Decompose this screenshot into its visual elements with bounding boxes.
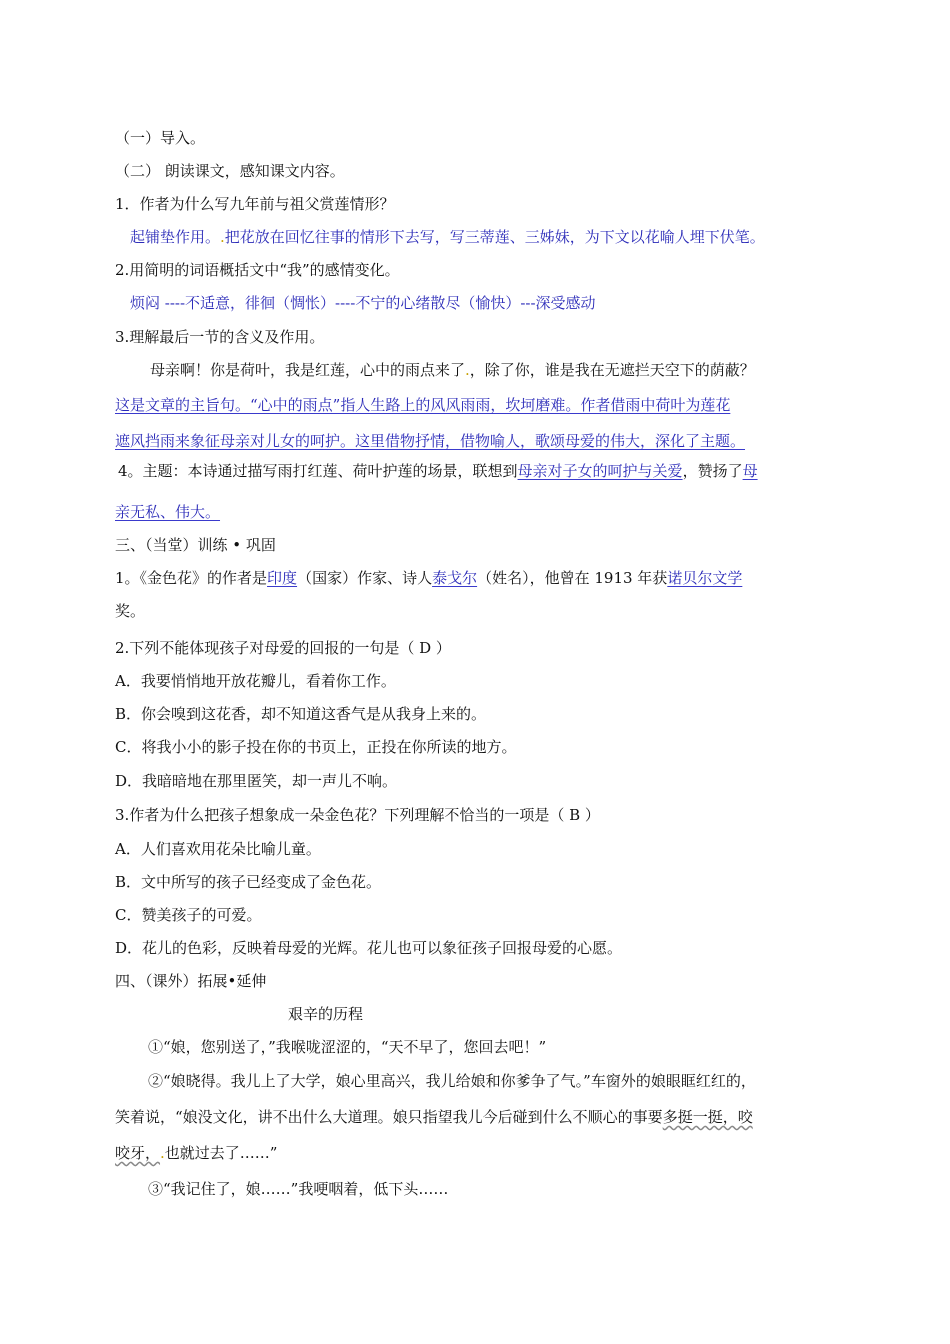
exercise-1-text: 1。《金色花》的作者是 [115, 569, 268, 587]
theme-line2: 亲无私、伟大。 [115, 503, 221, 521]
answer-3-line2: 遮风挡雨来象征母亲对儿女的呵护。这里借物抒情，借物喻人，歌颂母爱的伟大，深化了主题。 [115, 432, 746, 450]
exercise-1-text-2: （国家）作家、诗人 [297, 569, 433, 587]
marker-dot: . [160, 1144, 165, 1162]
answer-1-part1: 起铺垫作用。 [130, 228, 221, 246]
exercise-1 [115, 568, 742, 588]
exercise-1-line2: 奖。 [115, 602, 146, 620]
story-text: 笑着说，“娘没文化，讲不出什么大道理。娘只指望我儿今后碰到什么不顺心的事要 [115, 1108, 663, 1126]
story-title: 艰辛的历程 [288, 1005, 364, 1023]
story-paragraph-2-line1: ②“娘晓得。我儿上了大学，娘心里高兴，我儿给娘和你爹争了气。”车窗外的娘眼眶红红的， [148, 1072, 756, 1090]
exercise-3-option-c: C．赞美孩子的可爱。 [115, 906, 262, 924]
answer-2: 烦闷 ----不适意，徘徊（惆怅）----不宁的心绪散尽（愉快）---深受感动 [130, 294, 596, 312]
part-3-heading: 三、（当堂）训练 • 巩固 [115, 536, 276, 554]
part-4-heading: 四、（课外）拓展•延伸 [115, 972, 267, 990]
exercise-3-option-b: B．文中所写的孩子已经变成了金色花。 [115, 873, 382, 891]
poem-quote-part1: 母亲啊！你是荷叶，我是红莲，心中的雨点来了 [150, 361, 466, 379]
story-paragraph-2-line2 [115, 1107, 753, 1127]
exercise-1-text-3: （姓名），他曾在 1913 年获 [477, 569, 668, 587]
marker-dot: . [465, 361, 470, 379]
theme-highlight-2: 母 [742, 462, 758, 480]
answer-country: 印度 [267, 569, 298, 587]
answer-1-part2: 把花放在回忆往事的情形下去写，写三蒂莲、三姊妹，为下文以花喻人埋下伏笔。 [224, 228, 765, 246]
story-wavy-text-2: 咬牙， [115, 1144, 161, 1162]
poem-quote [150, 360, 755, 380]
theme-text-2: ，赞扬了 [682, 462, 743, 480]
marker-dot: . [220, 228, 225, 246]
poem-quote-part2: ，除了你，谁是我在无遮拦天空下的荫蔽？ [469, 361, 755, 379]
exercise-2-option-c: C．将我小小的影子投在你的书页上，正投在你所读的地方。 [115, 738, 517, 756]
story-paragraph-3: ③“我记住了，娘……”我哽咽着，低下头…… [148, 1180, 449, 1198]
story-wavy-text: 多挺一挺，咬 [662, 1108, 753, 1126]
theme-text: 4。主题：本诗通过描写雨打红莲、荷叶护莲的场景，联想到 [118, 462, 518, 480]
answer-author: 泰戈尔 [432, 569, 478, 587]
answer-1 [130, 227, 765, 247]
exercise-3-option-a: A．人们喜欢用花朵比喻儿童。 [115, 840, 321, 858]
answer-prize: 诺贝尔文学 [667, 569, 743, 587]
exercise-3-question: 3.作者为什么把孩子想象成一朵金色花？下列理解不恰当的一项是（ B ） [115, 806, 600, 824]
section-reading: （二） 朗读课文，感知课文内容。 [115, 162, 345, 180]
story-paragraph-1: ①“娘，您别送了，”我喉咙涩涩的，“天不早了，您回去吧！” [148, 1038, 547, 1056]
theme-line1 [118, 461, 758, 481]
question-1: 1．作者为什么写九年前与祖父赏莲情形？ [115, 195, 395, 213]
question-2: 2.用简明的词语概括文中“我”的感情变化。 [115, 261, 400, 279]
story-paragraph-2-line3 [115, 1143, 277, 1163]
section-intro: （一）导入。 [115, 129, 206, 147]
story-text-2: 也就过去了……” [164, 1144, 278, 1162]
answer-3-line1: 这是文章的主旨句。“心中的雨点”指人生路上的风风雨雨，坎坷磨难。作者借雨中荷叶为莲花 [115, 396, 731, 414]
exercise-2-option-b: B．你会嗅到这花香，却不知道这香气是从我身上来的。 [115, 705, 487, 723]
exercise-2-option-d: D．我暗暗地在那里匿笑，却一声儿不响。 [115, 772, 398, 790]
question-3: 3.理解最后一节的含义及作用。 [115, 328, 325, 346]
theme-highlight-1: 母亲对子女的呵护与关爱 [517, 462, 683, 480]
exercise-2-question: 2.下列不能体现孩子对母爱的回报的一句是（ D ） [115, 639, 451, 657]
exercise-3-option-d: D．花儿的色彩，反映着母爱的光辉。花儿也可以象征孩子回报母爱的心愿。 [115, 939, 623, 957]
exercise-2-option-a: A．我要悄悄地开放花瓣儿，看着你工作。 [115, 672, 396, 690]
